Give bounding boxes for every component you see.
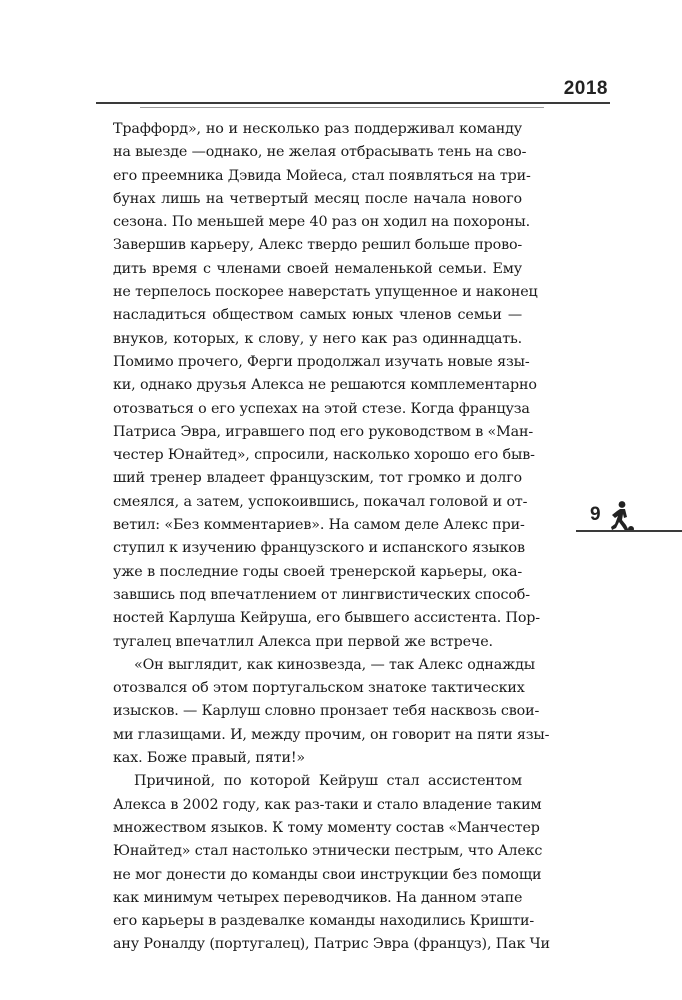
text-line: тугалец впечатлил Алекса при первой же встрече. [113,633,493,650]
text-line: Юнайтед» стал настолько этнически пестрым, что Алекс [113,843,543,860]
text-line: его преемника Дэвида Мойеса, стал появляться на три- [113,167,531,184]
text-line: Траффорд», но и несколько раз поддерживал команду [113,121,522,137]
text-line: честер Юнайтед», спросили, насколько хорошо его быв- [113,447,535,464]
text-line: Завершив карьеру, Алекс твердо решил больше прово- [113,237,523,254]
text-line: ветил: «Без комментариев». На самом деле Алекс при- [113,517,525,534]
text-line: ми глазищами. И, между прочим, он говорит на пяти язы- [113,726,550,743]
header-rule-thin [140,107,544,108]
body-text [113,118,550,957]
text-line: как минимум четырех переводчиков. На данном этапе [113,889,523,906]
text-line: сезона. По меньшей мере 40 раз он ходил на похороны. [113,214,530,231]
football-player-icon [606,500,636,534]
text-line: отозваться о его успехах на этой стезе. Когда француза [113,400,530,417]
text-line: «Он выглядит, как кинозвезда, — так Алекс однажды [134,656,536,673]
text-line: бунах лишь на четвертый месяц после начала нового [113,190,522,207]
text-line: отозвался об этом португальском знатоке тактических [113,680,525,697]
text-line: насладиться обществом самых юных членов семьи — [113,307,522,324]
text-line: смеялся, а затем, успокоившись, покачал головой и от- [113,493,528,510]
text-line: Причиной, по которой Кейруш стал ассистентом [134,773,522,790]
text-line: ану Роналду (португалец), Патрис Эвра (француз), Пак Чи [113,936,550,953]
text-line: дить время с членами своей немаленькой семьи. Ему [113,260,522,277]
text-line: не терпелось поскорее наверстать упущенное и наконец [113,284,538,301]
text-line: ностей Карлуша Кейруша, его бывшего ассистента. Пор- [113,610,540,627]
running-header-year: 2018 [563,78,608,99]
page-marker-rule [576,530,682,532]
text-line: ки, однако друзья Алекса не решаются комплементарно [113,377,537,394]
text-line: завшись под впечатлением от лингвистических способ- [113,586,530,603]
text-line: множеством языков. К тому моменту состав «Манчестер [113,819,540,836]
text-line: Алекса в 2002 году, как раз-таки и стало владение таким [113,796,542,813]
header-rule [96,102,610,104]
text-line: ший тренер владеет французским, тот громко и долго [113,470,522,487]
text-line: на выезде —однако, не желая отбрасывать тень на сво- [113,144,527,161]
text-line: изысков. — Карлуш словно пронзает тебя насквозь свои- [113,703,540,720]
text-line: его карьеры в раздевалке команды находились Кришти- [113,913,535,930]
text-line: ках. Боже правый, пяти!» [113,750,306,767]
text-line: не мог донести до команды свои инструкции без помощи [113,866,542,883]
text-line: Помимо прочего, Ферги продолжал изучать новые язы- [113,353,530,370]
text-line: ступил к изучению французского и испанского языков [113,540,525,557]
text-line: внуков, которых, к слову, у него как раз одиннадцать. [113,330,522,347]
text-line: уже в последние годы своей тренерской карьеры, ока- [113,563,522,580]
page-number: 9 [590,504,601,525]
page-marker [548,500,682,538]
text-line: Патриса Эвра, игравшего под его руководством в «Ман- [113,423,534,440]
